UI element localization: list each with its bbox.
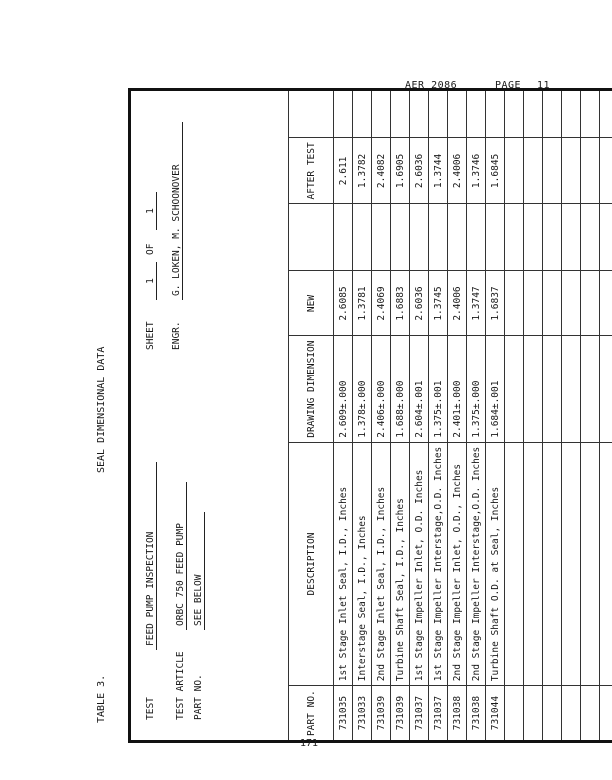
blank-cell [467, 90, 486, 138]
part-no: 731044 [486, 686, 505, 742]
new-value: 1.6837 [486, 271, 505, 336]
blank-cell [334, 90, 353, 138]
new-value: 1.3745 [429, 271, 448, 336]
blank-cell [391, 204, 410, 271]
table-row [353, 90, 372, 742]
empty-row [543, 90, 562, 742]
blank-cell [486, 204, 505, 271]
description: Turbine Shaft Seal, I.D., Inches [391, 442, 410, 686]
drawing-dimension: 2.406±.000 [372, 336, 391, 442]
after-test-value: 1.3782 [353, 138, 372, 204]
blank-cell [410, 204, 429, 271]
blank-cell [372, 204, 391, 271]
article-value: ORBC 750 FEED PUMP [175, 482, 187, 630]
table-row [486, 90, 505, 742]
header-form [128, 88, 288, 743]
empty-row [581, 90, 600, 742]
seal-data-table [288, 88, 612, 743]
drawing-dimension: 2.401±.000 [448, 336, 467, 442]
description: 1st Stage Impeller Inlet, O.D. Inches [410, 442, 429, 686]
part-no: 731037 [410, 686, 429, 742]
part-no: 731038 [448, 686, 467, 742]
article-label: TEST ARTICLE [175, 651, 186, 720]
table-row [391, 90, 410, 742]
blank-cell [467, 204, 486, 271]
part-value: SEE BELOW [193, 512, 205, 630]
description: 2nd Stage Inlet Seal, I.D., Inches [372, 442, 391, 686]
new-value: 1.3781 [353, 271, 372, 336]
after-test-value: 2.4006 [448, 138, 467, 204]
description: 1st Stage Impeller Interstage,O.D. Inches [429, 442, 448, 686]
blank-cell [410, 90, 429, 138]
blank-cell [353, 204, 372, 271]
col-new: NEW [289, 271, 334, 336]
part-no: 731033 [353, 686, 372, 742]
new-value: 2.6036 [410, 271, 429, 336]
blank-cell [429, 90, 448, 138]
blank-cell [372, 90, 391, 138]
table-title: SEAL DIMENSIONAL DATA [96, 346, 107, 473]
table-row [448, 90, 467, 742]
blank-cell [448, 204, 467, 271]
col-blank [289, 90, 334, 138]
description: Interstage Seal, I.D., Inches [353, 442, 372, 686]
after-test-value: 1.6845 [486, 138, 505, 204]
engr-value: G. LOKEN, M. SCHOONOVER [171, 122, 183, 300]
test-label: TEST [145, 697, 156, 720]
sheet-value: 1 [145, 262, 157, 300]
blank-cell [486, 90, 505, 138]
blank-cell [334, 204, 353, 271]
table-row [410, 90, 429, 742]
engr-label: ENGR. [171, 321, 182, 350]
description: 2nd Stage Impeller Inlet, O.D., Inches [448, 442, 467, 686]
new-value: 1.3747 [467, 271, 486, 336]
table-label: TABLE 3. [96, 674, 107, 723]
blank-cell [391, 90, 410, 138]
after-test-value: 2.4082 [372, 138, 391, 204]
after-test-value: 1.3746 [467, 138, 486, 204]
blank-cell [429, 204, 448, 271]
blank-cell [448, 90, 467, 138]
rotated-sheet [88, 88, 558, 743]
col-description: DESCRIPTION [289, 442, 334, 686]
part-label: PART NO. [193, 674, 204, 720]
sheet-label: SHEET [145, 321, 156, 350]
description: 2nd Stage Impeller Interstage,O.D. Inches [467, 442, 486, 686]
part-no: 731037 [429, 686, 448, 742]
empty-row [562, 90, 581, 742]
description: 1st Stage Inlet Seal, I.D., Inches [334, 442, 353, 686]
new-value: 2.6085 [334, 271, 353, 336]
page-label: PAGE [495, 80, 522, 91]
table-row [429, 90, 448, 742]
part-no: 731039 [391, 686, 410, 742]
test-value: FEED PUMP INSPECTION [145, 462, 157, 650]
report-number: AER 2086 [405, 80, 458, 91]
drawing-dimension: 1.688±.000 [391, 336, 410, 442]
new-value: 2.4069 [372, 271, 391, 336]
part-no: 731039 [372, 686, 391, 742]
of-value: 1 [145, 192, 157, 230]
page-number: 11 [537, 80, 551, 91]
empty-row [524, 90, 543, 742]
empty-row [600, 90, 612, 742]
col-drawing-dimension: DRAWING DIMENSION [289, 336, 334, 442]
new-value: 2.4006 [448, 271, 467, 336]
drawing-dimension: 1.375±.001 [429, 336, 448, 442]
part-no: 731035 [334, 686, 353, 742]
drawing-dimension: 1.684±.001 [486, 336, 505, 442]
footer-page-number: 171 [300, 738, 319, 749]
new-value: 1.6883 [391, 271, 410, 336]
table-row [467, 90, 486, 742]
drawing-dimension: 2.609±.000 [334, 336, 353, 442]
drawing-dimension: 2.604±.001 [410, 336, 429, 442]
col-blank [289, 204, 334, 271]
after-test-value: 2.6036 [410, 138, 429, 204]
col-after-test: AFTER TEST [289, 138, 334, 204]
drawing-dimension: 1.375±.000 [467, 336, 486, 442]
table-row [372, 90, 391, 742]
col-part-no: PART NO. [289, 686, 334, 742]
drawing-dimension: 1.378±.000 [353, 336, 372, 442]
description: Turbine Shaft O.D. at Seal, Inches [486, 442, 505, 686]
part-no: 731038 [467, 686, 486, 742]
blank-cell [353, 90, 372, 138]
table-caption [88, 88, 118, 743]
after-test-value: 2.611 [334, 138, 353, 204]
table-header-row [289, 90, 334, 742]
after-test-value: 1.3744 [429, 138, 448, 204]
empty-row [505, 90, 524, 742]
after-test-value: 1.6905 [391, 138, 410, 204]
table-row [334, 90, 353, 742]
of-label: OF [145, 243, 156, 255]
